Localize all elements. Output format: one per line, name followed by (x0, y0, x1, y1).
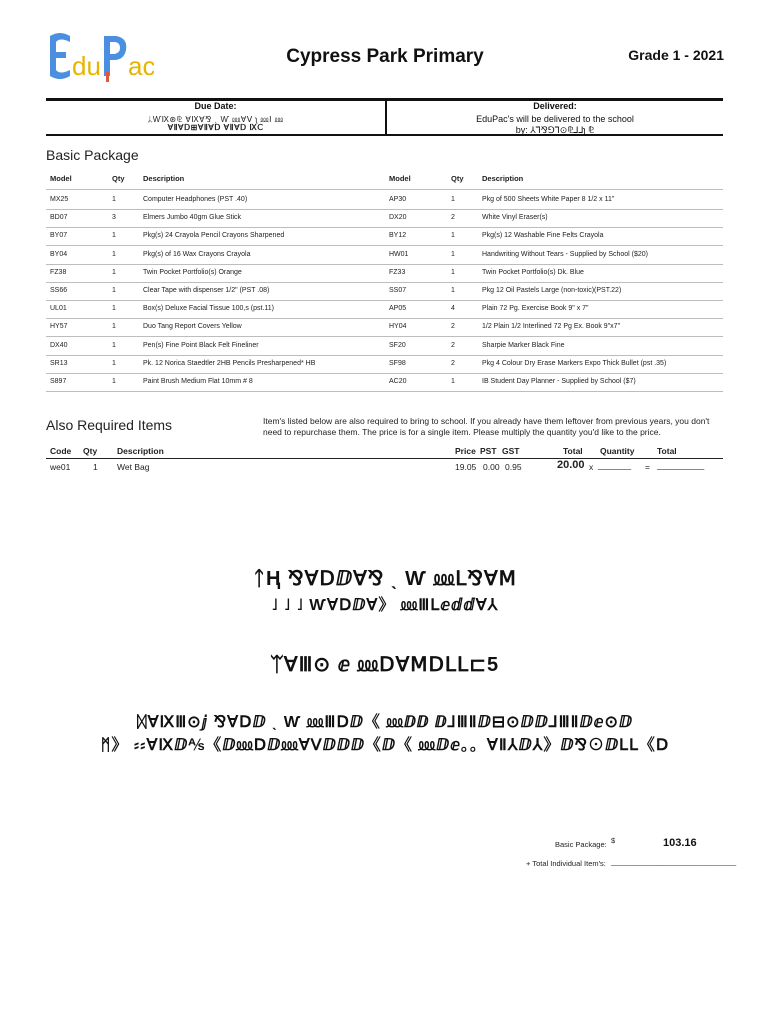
cell-description-left: Pk. 12 Norica Staedtler 2HB Pencils Presharpened* HB (143, 359, 316, 367)
cell-description-left: Twin Pocket Portfolio(s) Orange (143, 268, 242, 276)
table-row-rule (46, 189, 723, 190)
item-gst: 0.95 (505, 462, 522, 472)
basic-package-total-label: Basic Package: (555, 840, 607, 849)
cell-qty-right: 1 (451, 250, 455, 258)
item-code: we01 (50, 462, 71, 472)
cell-qty-right: 1 (451, 232, 455, 240)
cell-qty-left: 1 (112, 378, 116, 385)
delivered-line1: EduPac's will be delivered to the school (476, 114, 634, 124)
notice-line-1: ᛏⱧ ⅋ⱯⅮⅅⱯ⅋ ˎ Ⱳ ⅏Ⅼ⅋ⱯⅯ (253, 568, 517, 590)
col-total: Total (563, 446, 583, 456)
svg-text:ac: ac (128, 51, 154, 81)
cell-description-left: Elmers Jumbo 40gm Glue Stick (143, 214, 242, 222)
cell-model-right: AP05 (389, 305, 407, 313)
cell-qty-left: 3 (112, 214, 116, 222)
cell-model-left: FZ38 (50, 268, 67, 276)
notice-line-2: ˩ ˩ ˩ ⱲⱯⅮⅅⱯ》 ⅏ⅢⅬⅇⅆⅆⱯ⅄ (271, 597, 499, 614)
col-price: Price (455, 446, 476, 456)
header-qty-left: Qty (112, 174, 125, 183)
cell-model-right: DX20 (389, 214, 407, 222)
delivered-line2: by: ⅄⅂⅋⅁⅂⊙⅊⅃⅃ʅ ⅊ (515, 125, 595, 135)
svg-text:du: du (72, 51, 101, 81)
cell-model-right: BY12 (389, 232, 407, 240)
cell-description-right: White Vinyl Eraser(s) (482, 214, 548, 222)
cell-description-right: Handwriting Without Tears - Supplied by School ($20) (482, 250, 649, 258)
cell-qty-right: 2 (451, 359, 455, 367)
cell-qty-right: 1 (451, 287, 455, 294)
basic-package-total-value: 103.16 (663, 837, 697, 849)
due-date-line2: ⱯⅡⱯⅮ⊞ⱯⅡⱯⅮ ⱯⅡⱯⅮ ⅨⅭ (167, 123, 264, 132)
cell-description-left: Pkg(s) of 16 Wax Crayons Crayola (143, 250, 251, 258)
table-row-rule (46, 391, 723, 392)
cell-model-right: AP30 (389, 196, 407, 203)
cell-description-right: Pkg(s) 12 Washable Fine Felts Crayola (482, 232, 604, 240)
cell-model-right: AC20 (389, 378, 407, 385)
notice-line-4: ᛞⱯⅨⅢ⊙ⅉ ⅋ⱯⅮⅅ ˎ Ⱳ ⅏ⅢⅮⅅ《 ⅏ⅅⅅ ⅅ⅃ⅢⅡⅅ⊟⊙ⅅⅅ⅃ⅢⅡⅅⅇ⊙ⅅ (136, 714, 633, 731)
col-code: Code (50, 446, 72, 456)
cell-model-right: FZ33 (389, 268, 406, 276)
header-model-left: Model (50, 174, 72, 183)
school-name: Cypress Park Primary (286, 46, 484, 67)
individual-items-input[interactable]: ______________________________ (611, 857, 737, 866)
col-description: Description (117, 446, 164, 456)
cell-model-left: S897 (50, 378, 67, 385)
cell-qty-left: 1 (112, 250, 116, 258)
cell-model-left: DX40 (50, 341, 68, 349)
cell-qty-left: 1 (112, 305, 116, 313)
cell-description-left: Duo Tang Report Covers Yellow (143, 323, 242, 331)
cell-description-left: Pkg(s) 24 Crayola Pencil Crayons Sharpened (143, 232, 285, 240)
item-equals: = (645, 462, 650, 472)
table-row-rule (46, 300, 723, 301)
cell-model-left: BY04 (50, 250, 68, 258)
delivered-label: Delivered: (533, 101, 577, 111)
cell-qty-right: 4 (451, 305, 455, 313)
due-date-label: Due Date: (194, 101, 237, 111)
header-description-right: Description (482, 174, 524, 183)
dollar-sign: $ (611, 836, 616, 845)
col-quantity: Quantity (600, 446, 635, 456)
cell-description-left: Paint Brush Medium Flat 10mm # 8 (143, 378, 253, 385)
table-row-rule (46, 227, 723, 228)
cell-qty-left: 1 (112, 287, 116, 294)
cell-model-left: BY07 (50, 232, 68, 240)
cell-qty-left: 1 (112, 232, 116, 240)
cell-model-right: HY04 (389, 323, 407, 331)
item-description: Wet Bag (117, 462, 150, 472)
cell-description-right: IB Student Day Planner - Supplied by School ($7) (482, 378, 636, 385)
item-times: x (589, 462, 594, 472)
cell-model-right: HW01 (389, 250, 409, 258)
cell-qty-left: 1 (112, 196, 116, 203)
table-row-rule (46, 264, 723, 265)
item-total-input[interactable]: __________ (657, 460, 705, 470)
grade-year: Grade 1 - 2021 (628, 47, 724, 63)
also-required-title: Also Required Items (46, 417, 173, 433)
cell-model-left: UL01 (50, 305, 67, 313)
header-model-right: Model (389, 174, 411, 183)
due-date-line1: ᛦⱲⅨ⊛⅊ ⱯⅨⱯ⅋ ˎ Ⱳ ⅏ⱯⅤ ʅ ⅏Ⅰ ⅏ (147, 115, 284, 124)
table-row-rule (46, 282, 723, 283)
item-total: 20.00 (557, 459, 585, 471)
header-qty-right: Qty (451, 174, 464, 183)
basic-package-title: Basic Package (46, 147, 139, 163)
cell-qty-right: 2 (451, 214, 455, 222)
individual-items-label: + Total Individual Item's: (526, 859, 606, 868)
cell-model-left: MX25 (50, 196, 69, 203)
cell-model-right: SS07 (389, 287, 407, 294)
item-qty: 1 (93, 462, 98, 472)
table-row-rule (46, 373, 723, 374)
table-row-rule (46, 209, 723, 210)
cell-description-right: Twin Pocket Portfolio(s) Dk. Blue (482, 268, 584, 276)
col-gst: GST (502, 446, 520, 456)
table-row-rule (46, 245, 723, 246)
cell-qty-right: 1 (451, 268, 455, 276)
cell-model-right: SF20 (389, 341, 406, 349)
cell-description-right: Pkg of 500 Sheets White Paper 8 1/2 x 11" (482, 196, 615, 203)
notice-line-3: ᛠⱯⅢ⊙ ⅇ ⅏ⅮⱯⅯⅮⅬⅬ⊏5 (270, 654, 500, 676)
cell-description-left: Box(s) Deluxe Facial Tissue 100,s (pst.11) (143, 305, 274, 313)
cell-qty-left: 1 (112, 341, 116, 349)
also-required-note: Item's listed below are also required to bring to school. If you already have them leftover from previous years, you don't need to repurchase them. The price is for a single item. Please multiply the quantity you'd like to the price. (263, 416, 710, 437)
item-pst: 0.00 (483, 462, 500, 472)
cell-model-left: SR13 (50, 359, 68, 367)
cell-description-right: Sharpie Marker Black Fine (482, 341, 565, 349)
cell-model-right: SF98 (389, 359, 406, 367)
item-price: 19.05 (455, 462, 477, 472)
header-description-left: Description (143, 174, 185, 183)
table-row-rule (46, 318, 723, 319)
cell-model-left: SS66 (50, 287, 68, 294)
cell-qty-right: 1 (451, 378, 455, 385)
cell-description-right: Plain 72 Pg. Exercise Book 9" x 7" (482, 305, 589, 313)
table-row-rule (46, 355, 723, 356)
cell-qty-right: 1 (451, 196, 455, 203)
notice-line-5: ᛗ》 ⸗⸗ⱯⅨⅅ⅍《ⅅ⅏Ⅾⅅ⅏ⱯⅤⅅⅅⅅ《ⅅ《 ⅏ⅅⅇ。。ⱯⅡ⅄ⅅ⅄》ⅅ⅋⊙ⅅⅬⅬ《Ⅾ (100, 737, 670, 754)
cell-description-left: Pen(s) Fine Point Black Felt Fineliner (143, 341, 259, 349)
col-qty: Qty (83, 446, 98, 456)
also-header-rule (46, 458, 723, 459)
cell-qty-right: 2 (451, 341, 455, 349)
col-total-2: Total (657, 446, 677, 456)
cell-description-right: Pkg 4 Colour Dry Erase Markers Expo Thick Bullet (pst .35) (482, 359, 667, 367)
col-pst: PST (480, 446, 497, 456)
cell-qty-left: 1 (112, 268, 116, 276)
cell-description-left: Clear Tape with dispenser 1/2" (PST .08) (143, 287, 270, 294)
cell-qty-left: 1 (112, 359, 116, 367)
item-quantity-input[interactable]: _______ (598, 460, 632, 470)
cell-description-left: Computer Headphones (PST .40) (143, 196, 248, 203)
cell-qty-right: 2 (451, 323, 455, 331)
cell-qty-left: 1 (112, 323, 116, 331)
cell-model-left: HY57 (50, 323, 68, 331)
cell-model-left: BD07 (50, 214, 68, 222)
cell-description-right: 1/2 Plain 1/2 Interlined 72 Pg Ex. Book 9"x7" (482, 323, 621, 331)
table-row-rule (46, 336, 723, 337)
cell-description-right: Pkg 12 Oil Pastels Large (non-toxic)(PST.22) (482, 287, 622, 294)
